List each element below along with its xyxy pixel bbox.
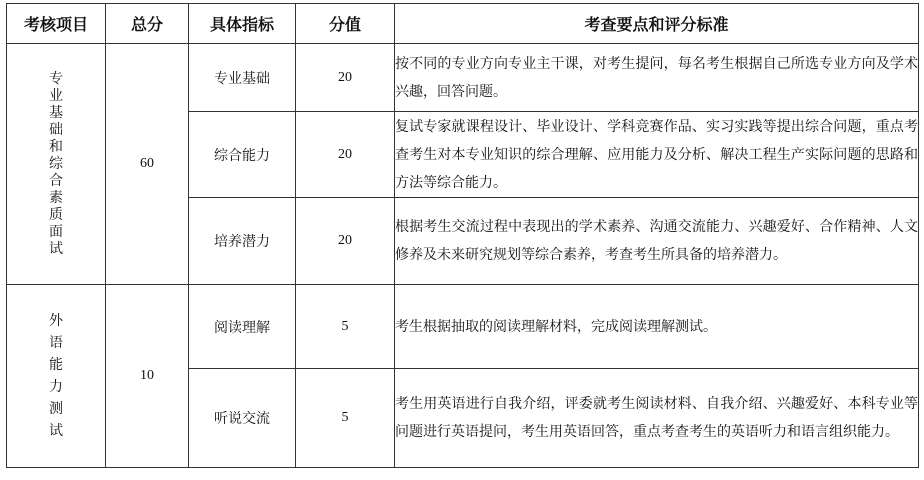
section-category-label: 专业基础和综合素质面试 — [49, 70, 63, 257]
section-total: 60 — [106, 44, 189, 285]
table-row — [7, 285, 919, 369]
header-criteria: 考查要点和评分标准 — [395, 4, 919, 44]
score-cell: 5 — [296, 285, 395, 369]
header-score: 分值 — [296, 4, 395, 44]
score-cell: 20 — [296, 44, 395, 112]
criteria-cell: 按不同的专业方向专业主干课，对考生提问，每名考生根据自己所选专业方向及学术兴趣，回答问题。 — [395, 44, 919, 112]
indicator-cell: 综合能力 — [189, 112, 296, 198]
assessment-table — [6, 3, 919, 468]
indicator-cell: 培养潜力 — [189, 198, 296, 285]
score-cell: 5 — [296, 369, 395, 468]
section-total: 10 — [106, 285, 189, 468]
criteria-cell: 考生根据抽取的阅读理解材料，完成阅读理解测试。 — [395, 285, 919, 369]
header-category: 考核项目 — [7, 4, 106, 44]
table-row — [7, 44, 919, 112]
indicator-cell: 听说交流 — [189, 369, 296, 468]
section-category-cell — [7, 44, 106, 285]
criteria-cell: 复试专家就课程设计、毕业设计、学科竞赛作品、实习实践等提出综合问题，重点考查考生对本专业知识的综合理解、应用能力及分析、解决工程生产实际问题的思路和方法等综合能力。 — [395, 112, 919, 198]
header-indicator: 具体指标 — [189, 4, 296, 44]
section-category-label: 外语能力测试 — [49, 313, 63, 439]
header-row — [7, 4, 919, 44]
section-category-cell — [7, 285, 106, 468]
criteria-cell: 根据考生交流过程中表现出的学术素养、沟通交流能力、兴趣爱好、合作精神、人文修养及未来研究规划等综合素养，考查考生所具备的培养潜力。 — [395, 198, 919, 285]
indicator-cell: 阅读理解 — [189, 285, 296, 369]
criteria-cell: 考生用英语进行自我介绍，评委就考生阅读材料、自我介绍、兴趣爱好、本科专业等问题进行英语提问，考生用英语回答，重点考查考生的英语听力和语言组织能力。 — [395, 369, 919, 468]
score-cell: 20 — [296, 112, 395, 198]
header-total: 总分 — [106, 4, 189, 44]
indicator-cell: 专业基础 — [189, 44, 296, 112]
score-cell: 20 — [296, 198, 395, 285]
